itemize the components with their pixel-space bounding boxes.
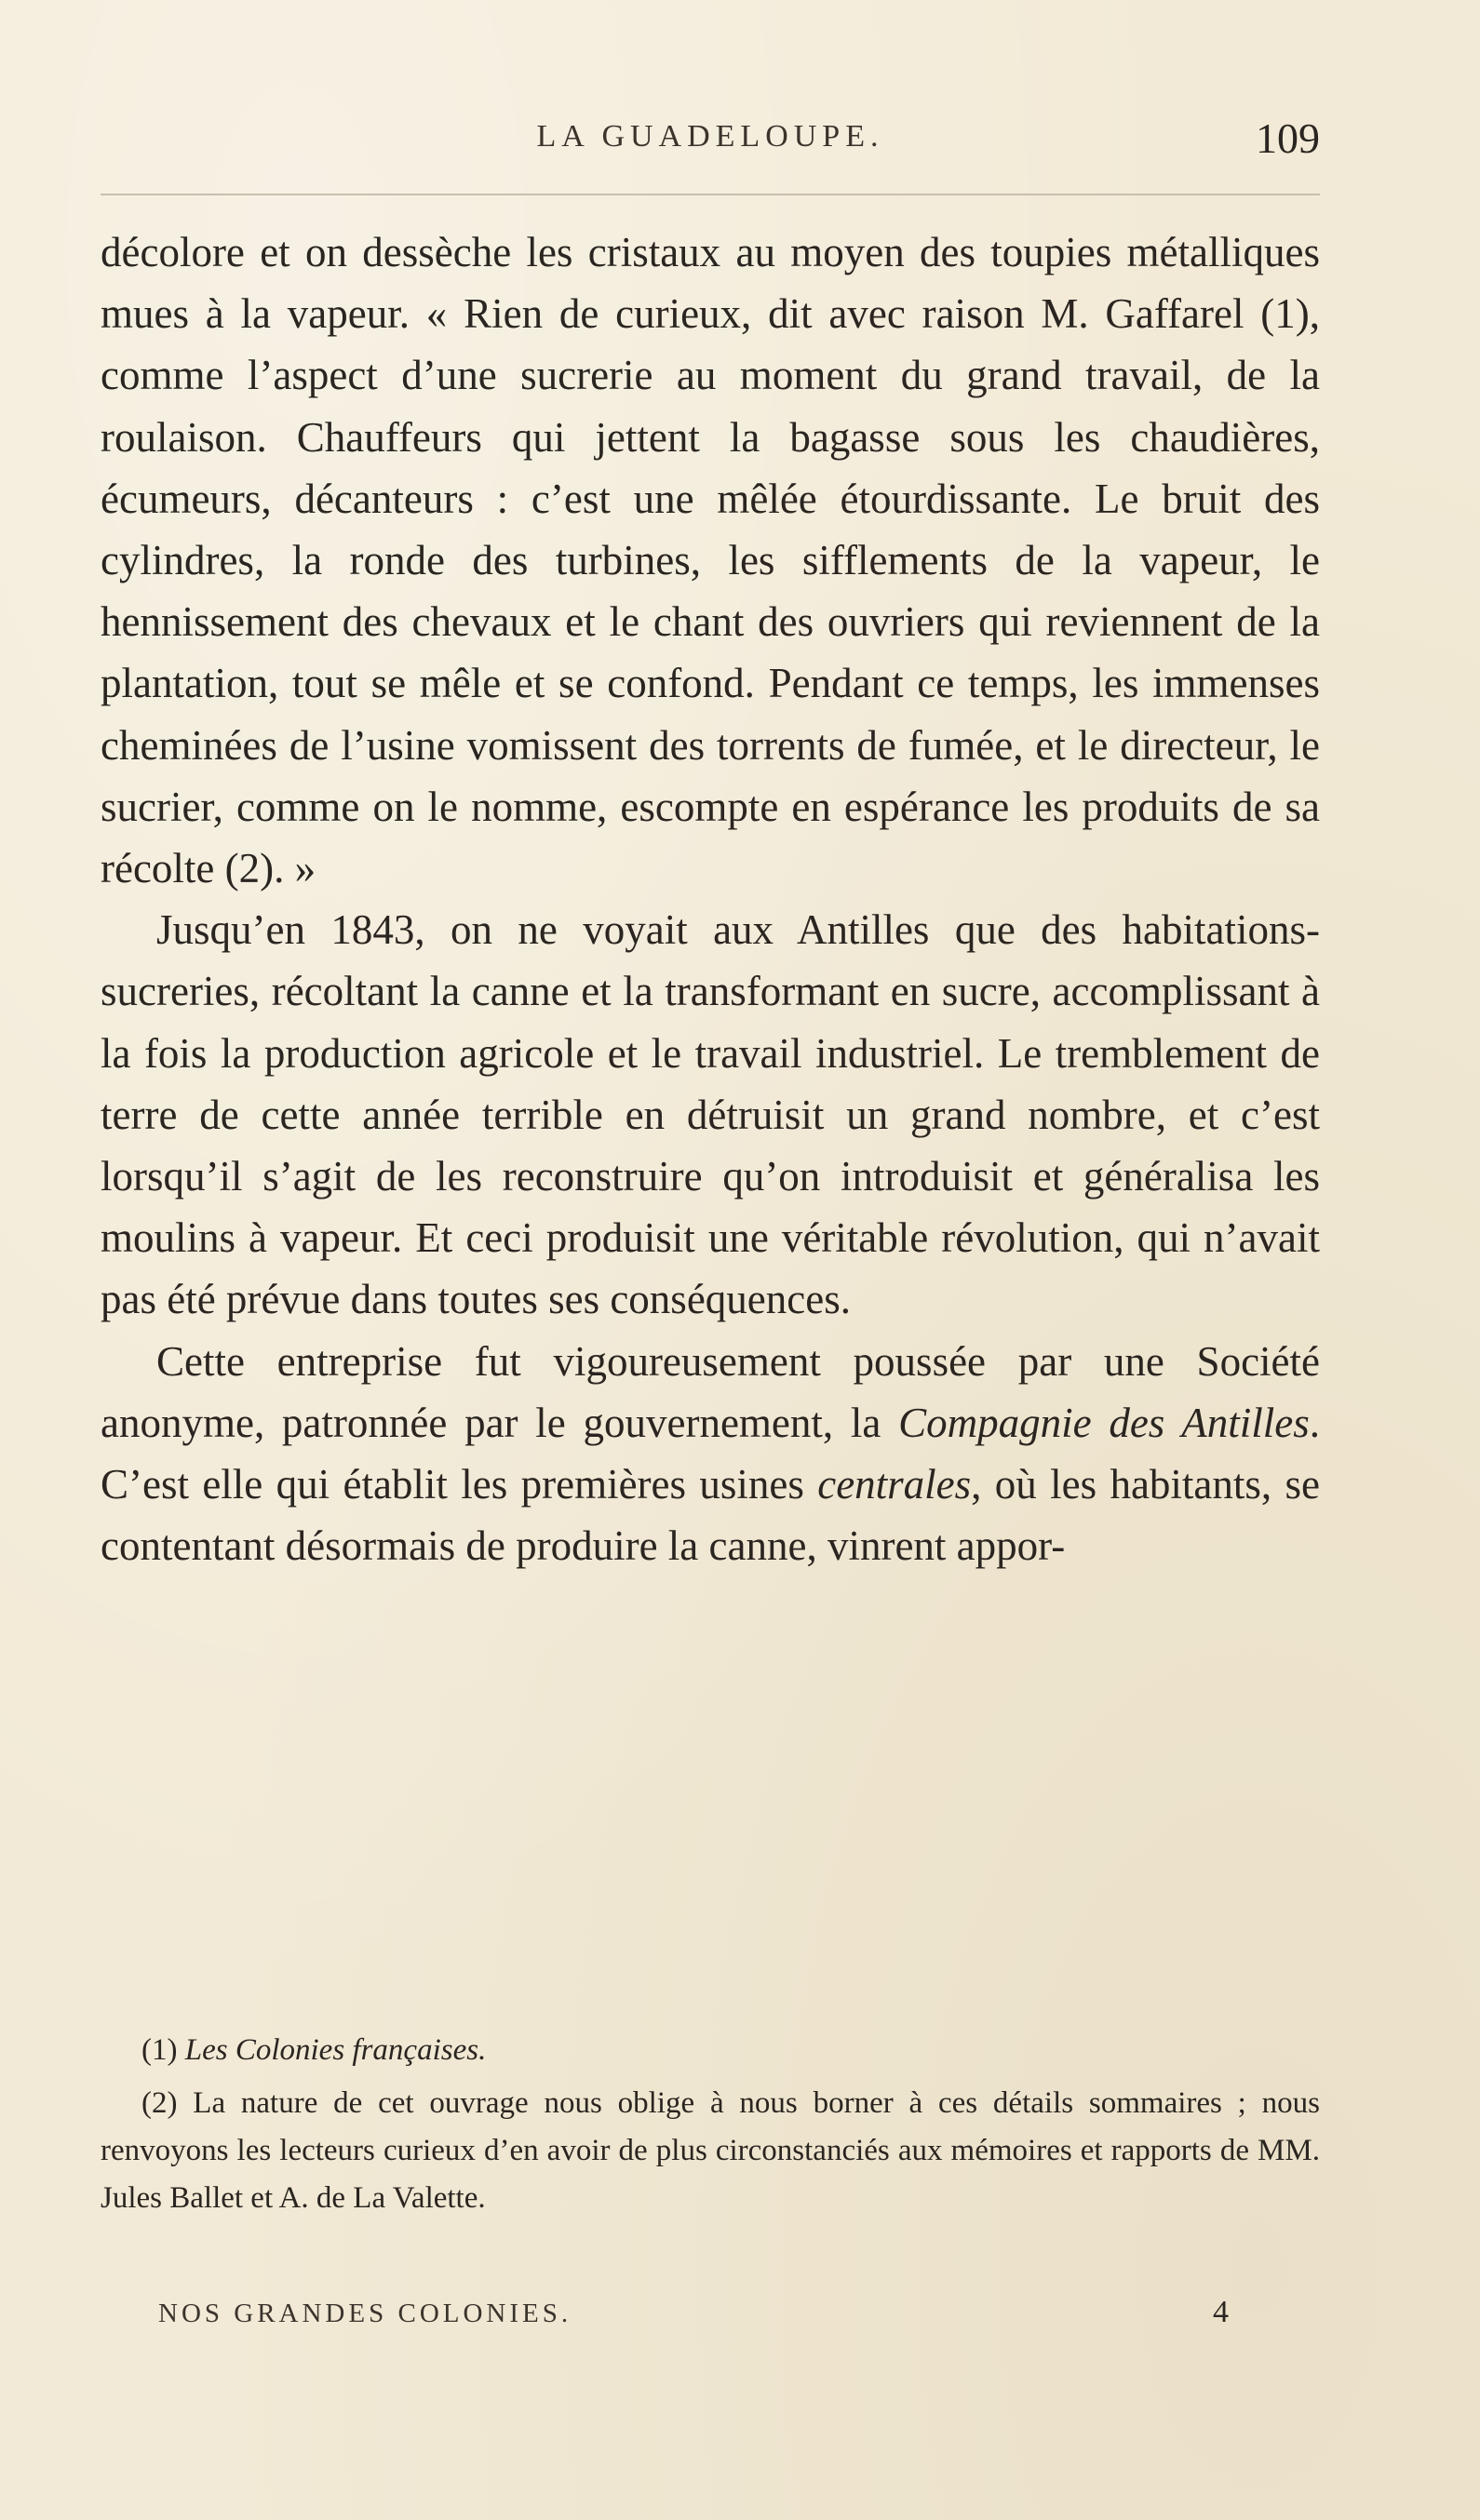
body-text (101, 221, 1320, 1576)
footnotes (101, 2027, 1320, 2228)
paragraph-3-text-b: . C’est elle qui établit les premières usines (101, 1399, 1320, 1508)
footnote-1-title: Les Colonies françaises. (184, 2033, 487, 2067)
signature-number: 4 (1213, 2295, 1229, 2329)
paragraph-3-text-c: , où les habitants, se contentant désormais de produire la canne, vinrent appor- (101, 1461, 1320, 1570)
paragraph-3-italic-centrales: centrales (817, 1461, 972, 1508)
paragraph-1-text: décolore et on dessèche les cristaux au moyen des toupies métalliques mues à la vapeur. « Rien de curieux, dit avec raison M. Gaffarel (1), comme l’aspect d’une sucrerie au moment du grand travail, de la roulaison. Chauffeurs qui jettent la bagasse sous les chaudières, écumeurs, décanteurs : c’est une mêlée étourdissante. Le bruit des cylindres, la ronde des turbines, les sifflements de la vapeur, le hennissement des chevaux et le chant des ouvriers qui reviennent de la plantation, tout se mêle et se confond. Pendant ce temps, les immenses cheminées de l’usine vomissent des torrents de fumée, et le directeur, le sucrier, comme on le nomme, escompte en espérance les produits de sa récolte (2). » (101, 229, 1320, 892)
footnote-1-marker: (1) (141, 2033, 185, 2067)
footnote-2-marker: (2) (141, 2086, 194, 2120)
footnote-1 (101, 2027, 1320, 2074)
footnote-2 (101, 2080, 1320, 2222)
running-title: LA GUADELOUPE. (536, 119, 884, 154)
paragraph-3 (101, 1331, 1320, 1577)
running-head (101, 114, 1320, 175)
header-rule (101, 194, 1320, 195)
page-number: 109 (1256, 114, 1320, 162)
paragraph-2-text: Jusqu’en 1843, on ne voyait aux Antilles que des habitations-sucreries, récoltant la canne et la transformant en sucre, accomplissant à la fois la production agricole et le travail industriel. Le tremblement de terre de cette année terrible en détruisit un grand nombre, et c’est lorsqu’il s’agit de les reconstruire qu’on introduisit et généralisa les moulins à vapeur. Et ceci produisit une véritable révolution, qui n’avait pas été prévue dans toutes ses conséquences. (101, 906, 1320, 1323)
paragraph-3-text-a: Cette entreprise fut vigoureusement poussée par une Société anonyme, patronnée par le gouvernement, la (101, 1337, 1320, 1446)
paragraph-3-italic-company: Compagnie des Antilles (898, 1399, 1310, 1446)
paragraph-2 (101, 899, 1320, 1330)
paragraph-1 (101, 221, 1320, 899)
footnote-2-text: La nature de cet ouvrage nous oblige à nous borner à ces détails sommaires ; nous renvoyons les lecteurs curieux d’en avoir de plus circonstanciés aux mémoires et rapports de MM. Jules Ballet et A. de La Valette. (101, 2086, 1320, 2215)
signature-line (101, 2295, 1320, 2345)
signature-title: NOS GRANDES COLONIES. (158, 2299, 572, 2328)
